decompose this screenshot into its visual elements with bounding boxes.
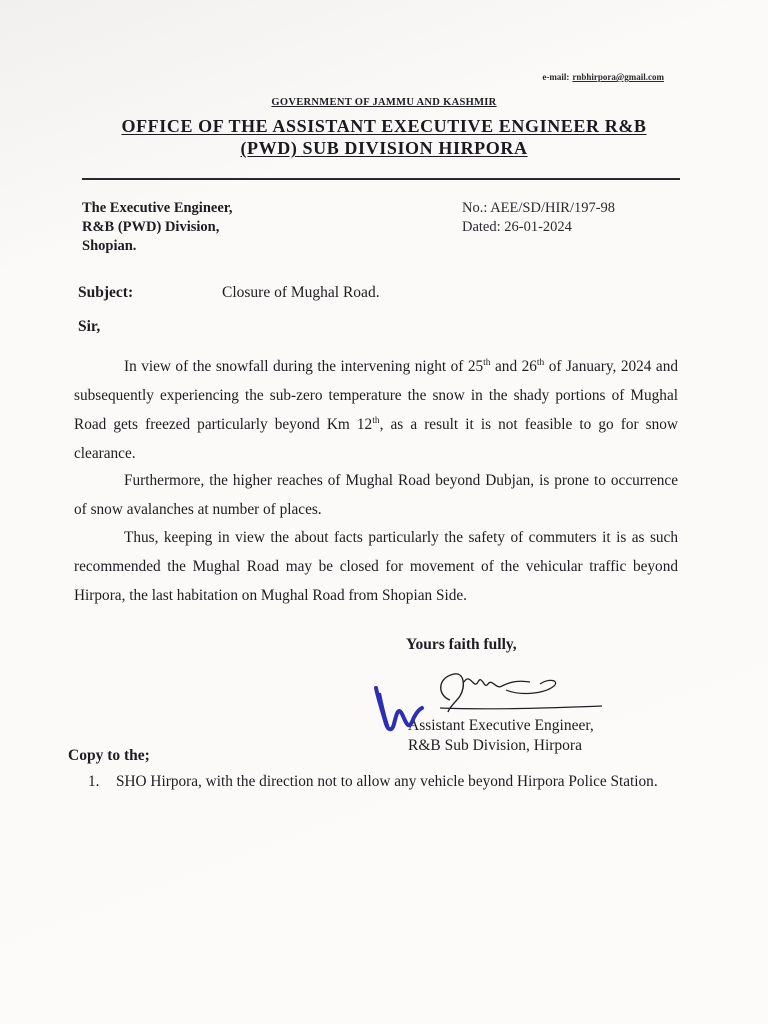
- reference-date: Dated: 26-01-2024: [462, 219, 572, 235]
- body-paragraph-3: Thus, keeping in view the about facts particularly the safety of commuters it is as such recommended the Mughal Road may be closed for movement of the vehicular traffic beyond Hirpora, the last habitation on Mughal Road from Shopian Side.: [74, 529, 678, 604]
- email-address: rnbhirpora@gmail.com: [572, 72, 664, 82]
- handwritten-signature: [420, 660, 610, 716]
- signatory-designation: [408, 716, 594, 756]
- list-number: 1.: [88, 773, 100, 790]
- ordinal-suffix: th: [483, 358, 491, 368]
- addressee-line: Shopian.: [82, 238, 137, 254]
- closing-line: Yours faith fully,: [406, 636, 517, 653]
- addressee-line: R&B (PWD) Division,: [82, 219, 220, 235]
- blue-ink-mark: [368, 684, 428, 744]
- paragraph-text: In view of the snowfall during the intervening night of 25: [124, 358, 484, 375]
- paragraph-text: and 26: [490, 358, 537, 375]
- paragraph-text: , as a result it is not feasible to go for snow clearance.: [74, 416, 678, 462]
- office-title-line2: (PWD) SUB DIVISION HIRPORA: [240, 138, 528, 158]
- copy-to-list: [88, 772, 678, 792]
- ordinal-suffix: th: [536, 358, 545, 368]
- email-label: e-mail:: [542, 72, 570, 82]
- government-header: GOVERNMENT OF JAMMU AND KASHMIR: [271, 97, 497, 108]
- header-divider: [82, 178, 680, 180]
- addressee-line: The Executive Engineer,: [82, 200, 233, 216]
- body-paragraph-2: Furthermore, the higher reaches of Mughal Road beyond Dubjan, is prone to occurrence of snow avalanches at number of places.: [74, 472, 678, 518]
- reference-number: No.: AEE/SD/HIR/197-98: [462, 200, 616, 216]
- copy-to-item: SHO Hirpora, with the direction not to allow any vehicle beyond Hirpora Police Station.: [116, 773, 658, 790]
- ordinal-suffix: th: [372, 416, 380, 426]
- reference-block: [462, 199, 615, 237]
- body-paragraph-1: [74, 352, 678, 468]
- designation-line: R&B Sub Division, Hirpora: [408, 737, 582, 754]
- subject-label: Subject:: [78, 284, 134, 301]
- email-line: [542, 72, 664, 82]
- paragraph-text: of January, 2024 and subsequently experiencing the sub-zero temperature the snow in the shady portions of Mughal Road gets freezed particularly beyond Km 12: [74, 358, 678, 433]
- addressee-block: [82, 199, 233, 256]
- office-title-line1: OFFICE OF THE ASSISTANT EXECUTIVE ENGINEER R&B: [121, 116, 647, 136]
- salutation: Sir,: [78, 318, 101, 335]
- designation-line: Assistant Executive Engineer,: [408, 717, 594, 734]
- subject-text: Closure of Mughal Road.: [222, 284, 380, 301]
- copy-to-heading: Copy to the;: [68, 747, 150, 764]
